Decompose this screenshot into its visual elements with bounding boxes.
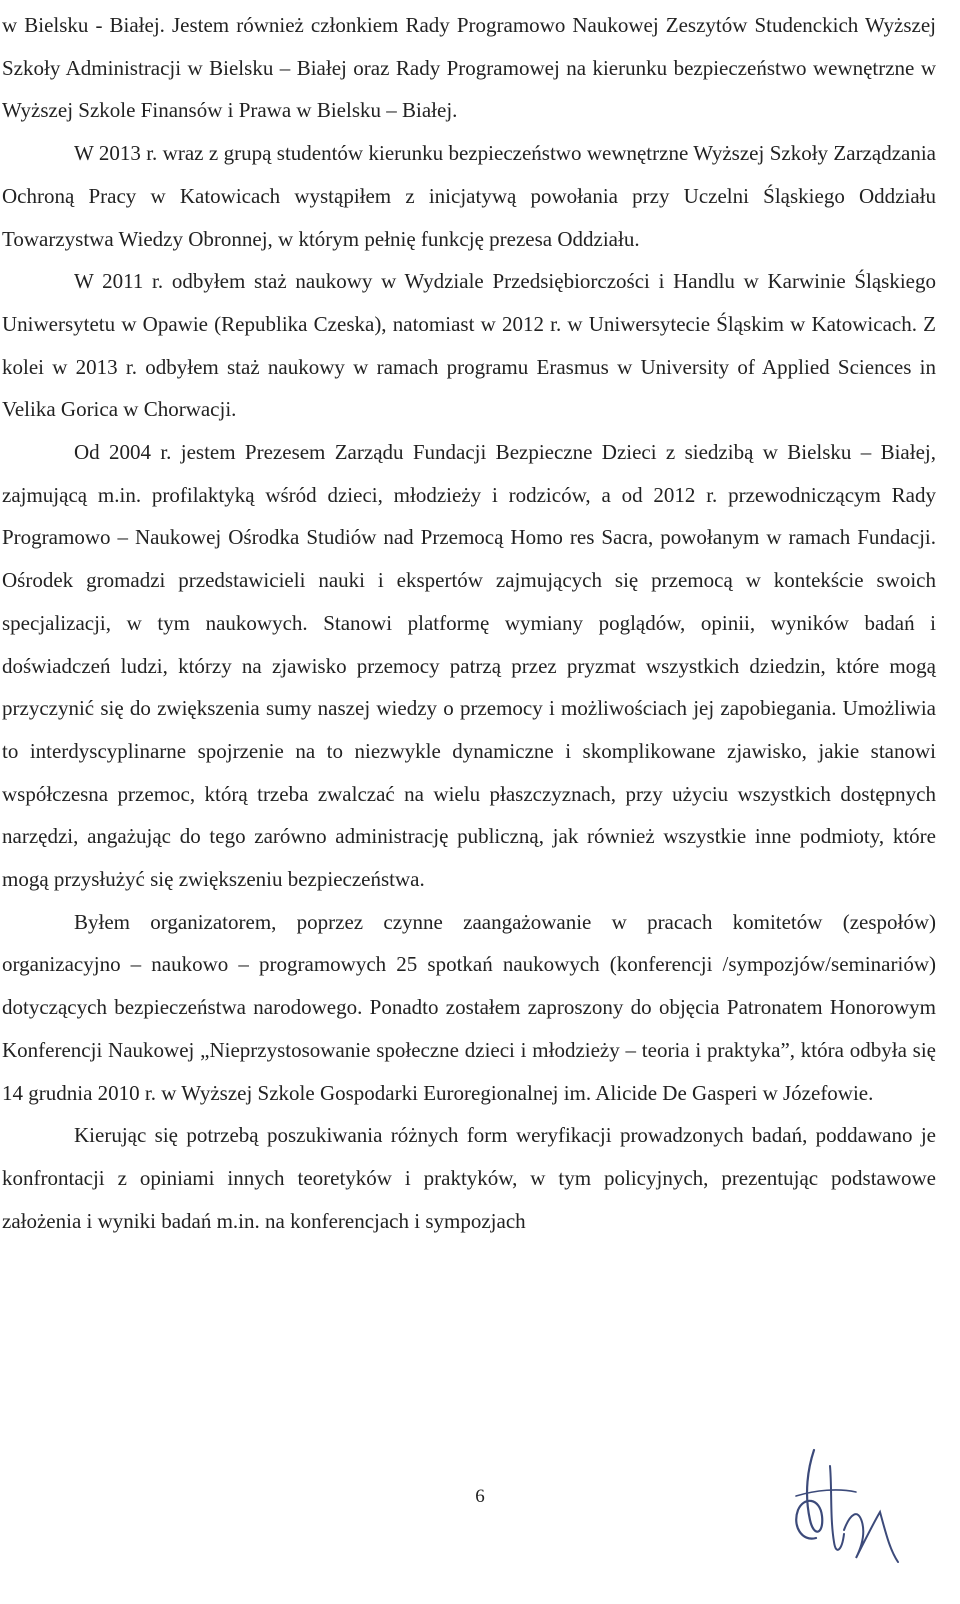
paragraph-5: Byłem organizatorem, poprzez czynne zaangażowanie w pracach komitetów (zespołów) organizacyjno – naukowo – programowych 25 spotkań naukowych (konferencji /sympozjów/seminariów) dotyczących bezpieczeństwa narodowego. Ponadto zostałem zaproszony do objęcia Patronatem Honorowym Konferencji Naukowej „Nieprzystosowanie społeczne dzieci i młodzieży – teoria i praktyka”, która odbyła się 14 grudnia 2010 r. w Wyższej Szkole Gospodarki Euroregionalnej im. Alicide De Gasperi w Józefowie. — [2, 909, 936, 1105]
paragraph-3: W 2011 r. odbyłem staż naukowy w Wydziale Przedsiębiorczości i Handlu w Karwinie Śląskiego Uniwersytetu w Opawie (Republika Czeska), natomiast w 2012 r. w Uniwersytecie Śląskim w Katowicach. Z kolei w 2013 r. odbyłem staż naukowy w ramach programu Erasmus w University of Applied Sciences in Velika Gorica w Chorwacji. — [2, 269, 936, 422]
page-number: 6 — [475, 1486, 485, 1507]
body-text — [2, 4, 936, 1242]
paragraph-4: Od 2004 r. jestem Prezesem Zarządu Fundacji Bezpieczne Dzieci z siedzibą w Bielsku – Białej, zajmującą m.in. profilaktyką wśród dzieci, młodzieży i rodziców, a od 2012 r. przewodniczącym Rady Programowo – Naukowej Ośrodka Studiów nad Przemocą Homo res Sacra, powołanym w ramach Fundacji. Ośrodek gromadzi przedstawicieli nauki i ekspertów zajmujących się przemocą w kontekście swoich specjalizacji, w tym naukowych. Stanowi platformę wymiany poglądów, opinii, wyników badań i doświadczeń ludzi, którzy na zjawisko przemocy patrzą przez pryzmat wszystkich dziedzin, które mogą przyczynić się do zwiększenia sumy naszej wiedzy o przemocy i możliwościach jej zapobiegania. Umożliwia to interdyscyplinarne spojrzenie na to niezwykle dynamiczne i skomplikowane zjawisko, jakie stanowi współczesna przemoc, którą trzeba zwalczać na wielu płaszczyznach, przy użyciu wszystkich dostępnych narzędzi, angażując do tego zarówno administrację publiczną, jak również wszystkie inne podmioty, które mogą przysłużyć się zwiększeniu bezpieczeństwa. — [2, 440, 936, 892]
paragraph-6: Kierując się potrzebą poszukiwania różnych form weryfikacji prowadzonych badań, poddawano je konfrontacji z opiniami innych teoretyków i praktyków, w tym policyjnych, prezentując podstawowe założenia i wyniki badań m.in. na konferencjach i sympozjach — [2, 1123, 936, 1233]
paragraph-1: w Bielsku - Białej. Jestem również członkiem Rady Programowo Naukowej Zeszytów Studenckich Wyższej Szkoły Administracji w Bielsku – Białej oraz Rady Programowej na kierunku bezpieczeństwo wewnętrzne w Wyższej Szkole Finansów i Prawa w Bielsku – Białej. — [2, 13, 936, 123]
handwritten-signature — [786, 1438, 906, 1578]
paragraph-2: W 2013 r. wraz z grupą studentów kierunku bezpieczeństwo wewnętrzne Wyższej Szkoły Zarządzania Ochroną Pracy w Katowicach wystąpiłem z inicjatywą powołania przy Uczelni Śląskiego Oddziału Towarzystwa Wiedzy Obronnej, w którym pełnię funkcję prezesa Oddziału. — [2, 141, 936, 251]
